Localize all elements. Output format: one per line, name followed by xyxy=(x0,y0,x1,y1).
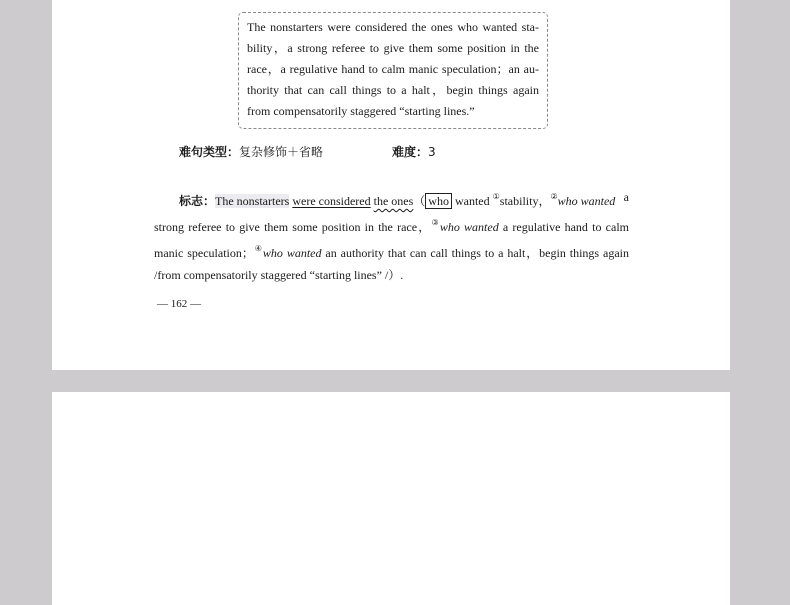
document-page xyxy=(52,0,730,370)
sentence-analysis xyxy=(154,186,629,286)
quote-line: from compensatorily staggered “starting lines.” xyxy=(247,104,475,118)
ellipsis-restored-text: who wanted xyxy=(557,194,616,208)
text-segment: /from compensatorily staggered “starting lines” /）. xyxy=(154,268,404,282)
ellipsis-restored-text: who wanted xyxy=(439,220,499,234)
difficulty-label: 难度： xyxy=(392,145,429,159)
analysis-line-1 xyxy=(154,186,629,212)
sentence-type-label: 难句类型： xyxy=(179,145,240,159)
analysis-line-3 xyxy=(154,238,629,264)
sentence-type-value: 复杂修饰＋省略 xyxy=(239,145,324,159)
subject-text: The nonstarters xyxy=(215,194,290,208)
text-segment: a xyxy=(623,190,629,204)
analysis-line-2 xyxy=(154,212,629,238)
sentence-type-line xyxy=(179,143,323,160)
circled-number-3: ③ xyxy=(431,218,440,227)
flag-label: 标志： xyxy=(179,194,216,208)
open-paren: （ xyxy=(413,194,426,208)
ellipsis-restored-text: who wanted xyxy=(262,246,322,260)
quote-line: The nonstarters were considered the ones who wanted sta- xyxy=(247,20,539,34)
text-segment: manic speculation； xyxy=(154,246,254,260)
text-segment: an authority that can call things to a halt，begin things again xyxy=(325,246,630,260)
circled-number-2: ② xyxy=(550,192,558,201)
quote-line: race，a regulative hand to calm manic speculation；an au- xyxy=(247,62,539,76)
verb-text: wanted xyxy=(454,194,490,208)
next-document-page xyxy=(52,392,730,605)
text-segment: strong referee to give them some position in the race， xyxy=(154,220,432,234)
circled-number-4: ④ xyxy=(253,244,263,253)
quote-line: thority that can call things to a halt，begin things again xyxy=(247,83,539,97)
difficulty-value: 3 xyxy=(428,145,436,159)
difficulty-line xyxy=(392,143,436,160)
object-text: stability， xyxy=(499,194,551,208)
quote-line: bility，a strong referee to give them some position in the xyxy=(247,41,539,55)
complement-text: the ones xyxy=(373,194,414,208)
relative-pronoun-box: who xyxy=(425,193,452,209)
circled-number-1: ① xyxy=(492,192,500,201)
page-number: — 162 — xyxy=(157,298,201,310)
predicate-text: were considered xyxy=(292,194,371,208)
analysis-line-4 xyxy=(154,264,629,286)
text-segment: a regulative hand to calm xyxy=(502,220,629,234)
quoted-sentence-box xyxy=(238,12,548,129)
